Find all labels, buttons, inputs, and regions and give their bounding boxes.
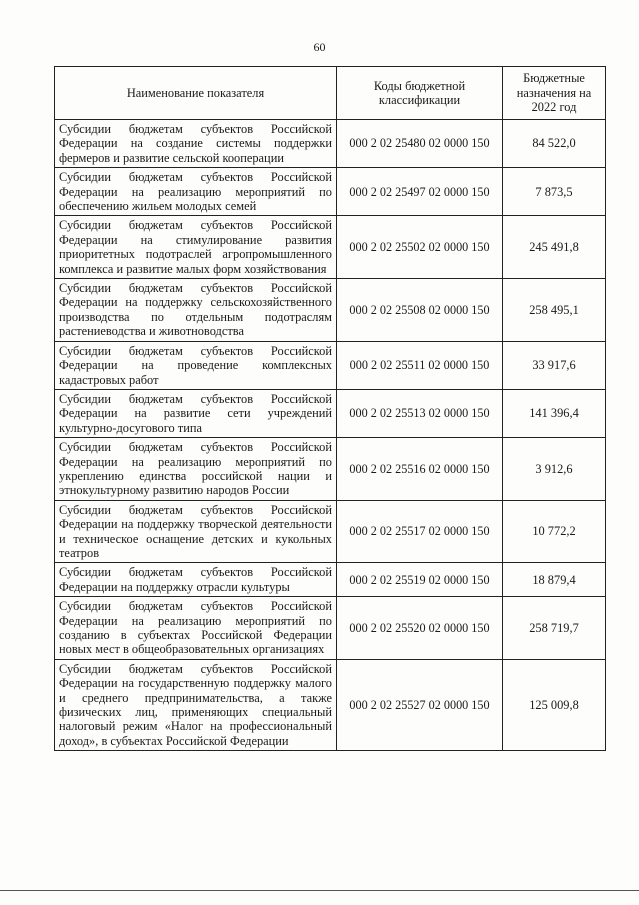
row-amount: 18 879,4 (503, 563, 606, 597)
header-code: Коды бюджетной классификации (337, 67, 503, 120)
table-row (55, 563, 606, 597)
row-name: Субсидии бюджетам субъектов Российской Федерации на реализацию мероприятий по укреплению единства российской нации и этнокультурному развитию народов России (55, 438, 337, 501)
row-name: Субсидии бюджетам субъектов Российской Федерации на стимулирование развития приоритетных подотраслей агропромышленного комплекса и развитие малых форм хозяйствования (55, 216, 337, 279)
row-amount: 10 772,2 (503, 500, 606, 563)
table-row (55, 168, 606, 216)
table-row (55, 500, 606, 563)
table-header-row (55, 67, 606, 120)
table-row (55, 341, 606, 389)
row-code: 000 2 02 25527 02 0000 150 (337, 659, 503, 750)
table-row (55, 389, 606, 437)
row-code: 000 2 02 25511 02 0000 150 (337, 341, 503, 389)
row-amount: 84 522,0 (503, 120, 606, 168)
row-code: 000 2 02 25516 02 0000 150 (337, 438, 503, 501)
header-name: Наименование показателя (55, 67, 337, 120)
page-number: 60 (313, 40, 326, 54)
row-name: Субсидии бюджетам субъектов Российской Федерации на поддержку сельскохозяйственного производства по отдельным подотраслям растениеводства и животноводства (55, 279, 337, 342)
row-amount: 33 917,6 (503, 341, 606, 389)
row-code: 000 2 02 25513 02 0000 150 (337, 389, 503, 437)
table-row (55, 597, 606, 660)
row-name: Субсидии бюджетам субъектов Российской Федерации на поддержку отрасли культуры (55, 563, 337, 597)
budget-table (54, 66, 606, 751)
row-amount: 258 719,7 (503, 597, 606, 660)
row-name: Субсидии бюджетам субъектов Российской Федерации на проведение комплексных кадастровых работ (55, 341, 337, 389)
row-code: 000 2 02 25480 02 0000 150 (337, 120, 503, 168)
table-row (55, 438, 606, 501)
row-amount: 258 495,1 (503, 279, 606, 342)
row-code: 000 2 02 25508 02 0000 150 (337, 279, 503, 342)
row-amount: 141 396,4 (503, 389, 606, 437)
table-row (55, 659, 606, 750)
page-bottom-rule (0, 890, 639, 891)
row-amount: 125 009,8 (503, 659, 606, 750)
row-code: 000 2 02 25520 02 0000 150 (337, 597, 503, 660)
table-row (55, 120, 606, 168)
row-name: Субсидии бюджетам субъектов Российской Федерации на развитие сети учреждений культурно-досугового типа (55, 389, 337, 437)
table-row (55, 216, 606, 279)
row-amount: 245 491,8 (503, 216, 606, 279)
row-name: Субсидии бюджетам субъектов Российской Федерации на реализацию мероприятий по обеспечению жильем молодых семей (55, 168, 337, 216)
row-code: 000 2 02 25497 02 0000 150 (337, 168, 503, 216)
row-amount: 7 873,5 (503, 168, 606, 216)
row-amount: 3 912,6 (503, 438, 606, 501)
row-name: Субсидии бюджетам субъектов Российской Федерации на создание системы поддержки фермеров и развитие сельской кооперации (55, 120, 337, 168)
row-code: 000 2 02 25519 02 0000 150 (337, 563, 503, 597)
row-name: Субсидии бюджетам субъектов Российской Федерации на реализацию мероприятий по созданию в субъектах Российской Федерации новых мест в общеобразовательных организациях (55, 597, 337, 660)
row-name: Субсидии бюджетам субъектов Российской Федерации на государственную поддержку малого и среднего предпринимательства, а также физических лиц, применяющих специальный налоговый режим «Налог на профессиональный доход», в субъектах Российской Федерации (55, 659, 337, 750)
header-amount: Бюджетные назначения на 2022 год (503, 67, 606, 120)
row-code: 000 2 02 25502 02 0000 150 (337, 216, 503, 279)
row-name: Субсидии бюджетам субъектов Российской Федерации на поддержку творческой деятельности и техническое оснащение детских и кукольных театров (55, 500, 337, 563)
table-row (55, 279, 606, 342)
row-code: 000 2 02 25517 02 0000 150 (337, 500, 503, 563)
